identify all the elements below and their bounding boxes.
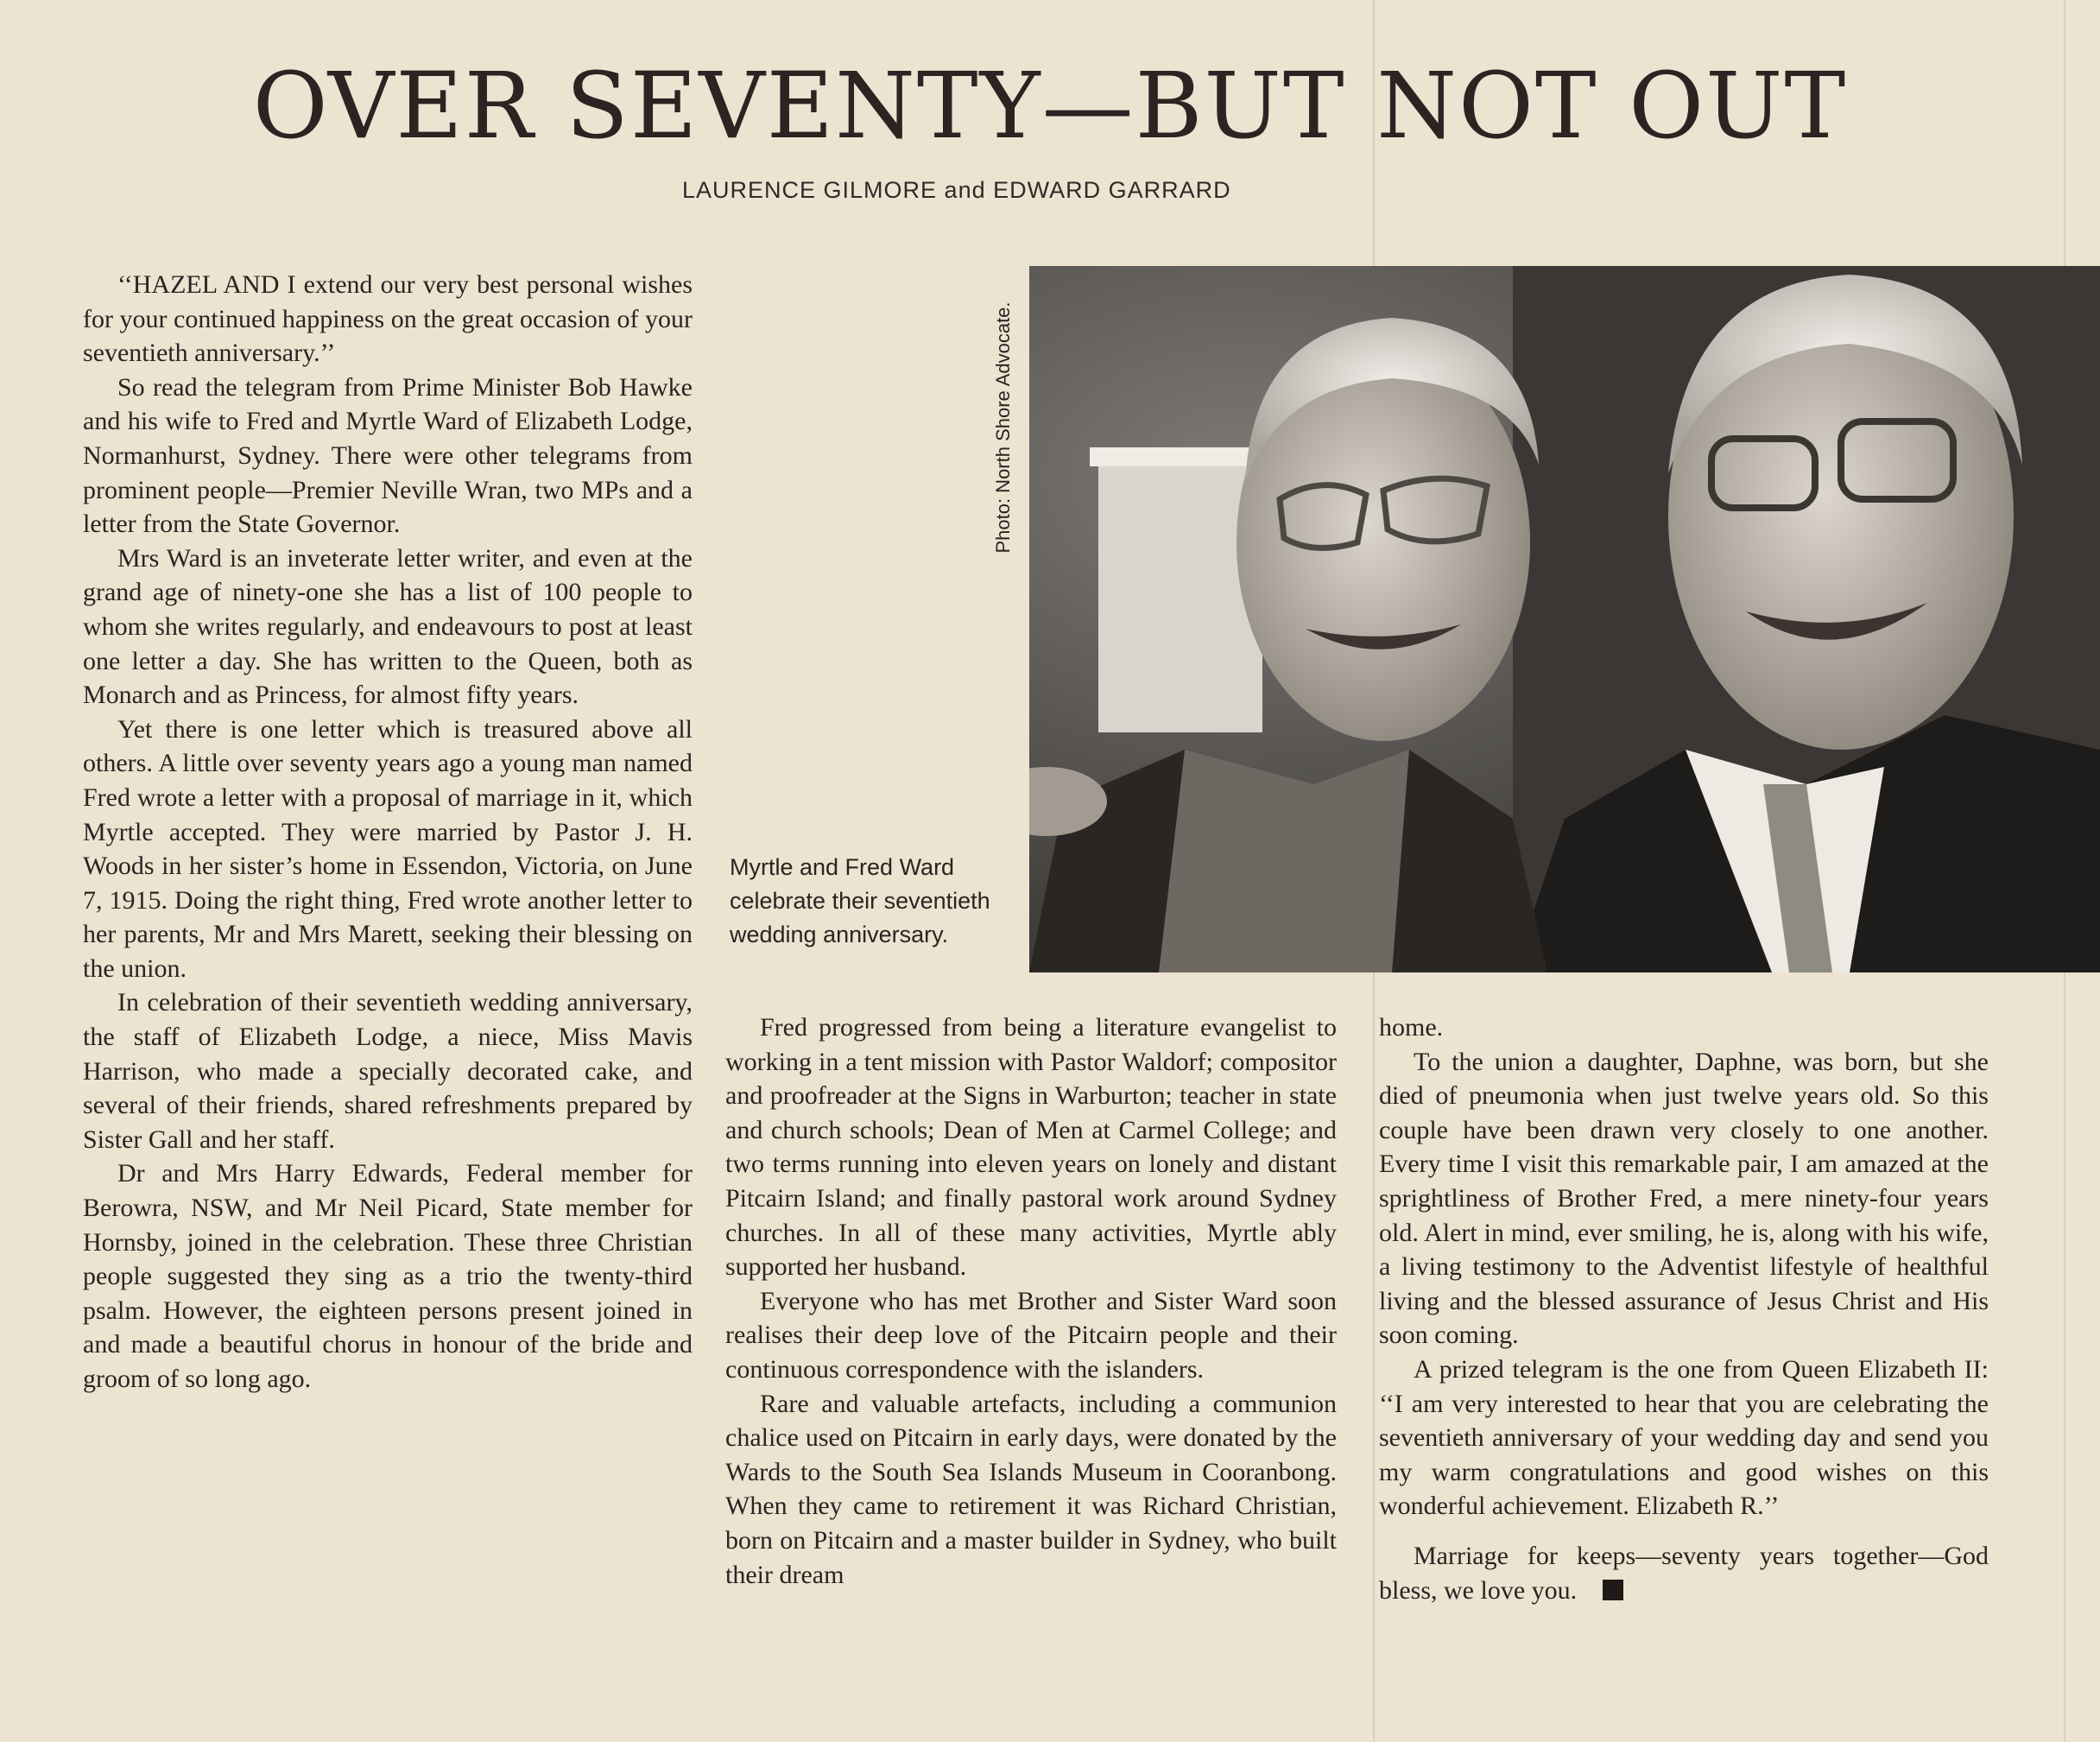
end-mark-icon — [1603, 1580, 1623, 1600]
paragraph: home. — [1379, 1013, 1444, 1042]
article-column-3 — [1379, 1010, 1989, 1607]
photo-caption: Myrtle and Fred Ward celebrate their seventieth wedding anniversary. — [730, 854, 990, 947]
paragraph: In celebration of their seventieth wedding anniversary, the staff of Elizabeth Lodge, a niece, Miss Mavis Harrison, who made a specially decorated cake, and several of their friends, shared refreshments prepared by Sister Gall and her staff. — [83, 988, 693, 1154]
paragraph: ‘‘HAZEL AND I extend our very best personal wishes for your continued happiness on the great occasion of your seventieth anniversary.’’ — [83, 270, 693, 368]
paragraph: Dr and Mrs Harry Edwards, Federal member for Berowra, NSW, and Mr Neil Picard, State member for Hornsby, joined in the celebration. These three Christian people suggested they sing as a trio the twenty-third psalm. However, the eighteen persons present joined in and made a beautiful chorus in honour of the bride and groom of so long ago. — [83, 1159, 693, 1393]
paragraph: Yet there is one letter which is treasured above all others. A little over seventy years ago a young man named Fred wrote a letter with a proposal of marriage in it, which Myrtle accepted. They were married by Pastor J. H. Woods in her sister’s home in Essendon, Victoria, on June 7, 1915. Doing the right thing, Fred wrote another letter to her parents, Mr and Mrs Marett, seeking their blessing on the union. — [83, 714, 693, 983]
paragraph: To the union a daughter, Daphne, was born, but she died of pneumonia when just twelve years old. So this couple have been drawn very closely to one another. Every time I visit this remarkable pair, I am amazed at the sprightliness of Brother Fred, a mere ninety-four years old. Alert in mind, ever smiling, he is, along with his wife, a living testimony to the Adventist lifestyle of healthful living and the blessed assurance of Jesus Christ and His soon coming. — [1379, 1047, 1989, 1350]
photo-credit: Photo: North Shore Advocate. — [992, 301, 1014, 554]
paragraph: Fred progressed from being a literature evangelist to working in a tent mission with Pastor Waldorf; compositor and proofreader at the Signs in Warburton; teacher in state and church schools; Dean of Men at Carmel College; and two terms running into eleven years on lonely and distant Pitcairn Island; and finally pastoral work around Sydney churches. In all of these many activities, Myrtle ably supported her husband. — [725, 1013, 1337, 1282]
paragraph — [1379, 1539, 1989, 1607]
paragraph: Mrs Ward is an inveterate letter writer, and even at the grand age of ninety-one she has a list of 100 people to whom she writes regularly, and endeavours to post at least one letter a day. She has written to the Queen, both as Monarch and as Princess, for almost fifty years. — [83, 543, 693, 710]
headline: OVER SEVENTY—BUT NOT OUT — [252, 53, 1848, 159]
article-column-1 — [83, 268, 693, 1397]
paragraph: Everyone who has met Brother and Sister Ward soon realises their deep love of the Pitcairn people and their continuous correspondence with the islanders. — [725, 1286, 1337, 1384]
paragraph: So read the telegram from Prime Minister Bob Hawke and his wife to Fred and Myrtle Ward of Elizabeth Lodge, Normanhurst, Sydney. There were other telegrams from prominent people—Premier Neville Wran, two MPs and a letter from the State Governor. — [83, 372, 693, 539]
byline: LAURENCE GILMORE and EDWARD GARRARD — [682, 177, 1231, 203]
paragraph: A prized telegram is the one from Queen Elizabeth II: ‘‘I am very interested to hear that you are celebrating the seventieth anniversary of your wedding day and send you my warm congratulations and good wishes on this wonderful achievement. Elizabeth R.’’ — [1379, 1354, 1989, 1521]
closing-line: Marriage for keeps—seventy years together—God bless, we love you. — [1379, 1541, 1989, 1605]
article-column-2 — [725, 1010, 1337, 1592]
couple-photo — [1029, 266, 2100, 972]
paragraph: Rare and valuable artefacts, including a communion chalice used on Pitcairn in early days, were donated by the Wards to the South Sea Islands Museum in Cooranbong. When they came to retirement it was Richard Christian, born on Pitcairn and a master builder in Sydney, who built their dream — [725, 1389, 1337, 1589]
